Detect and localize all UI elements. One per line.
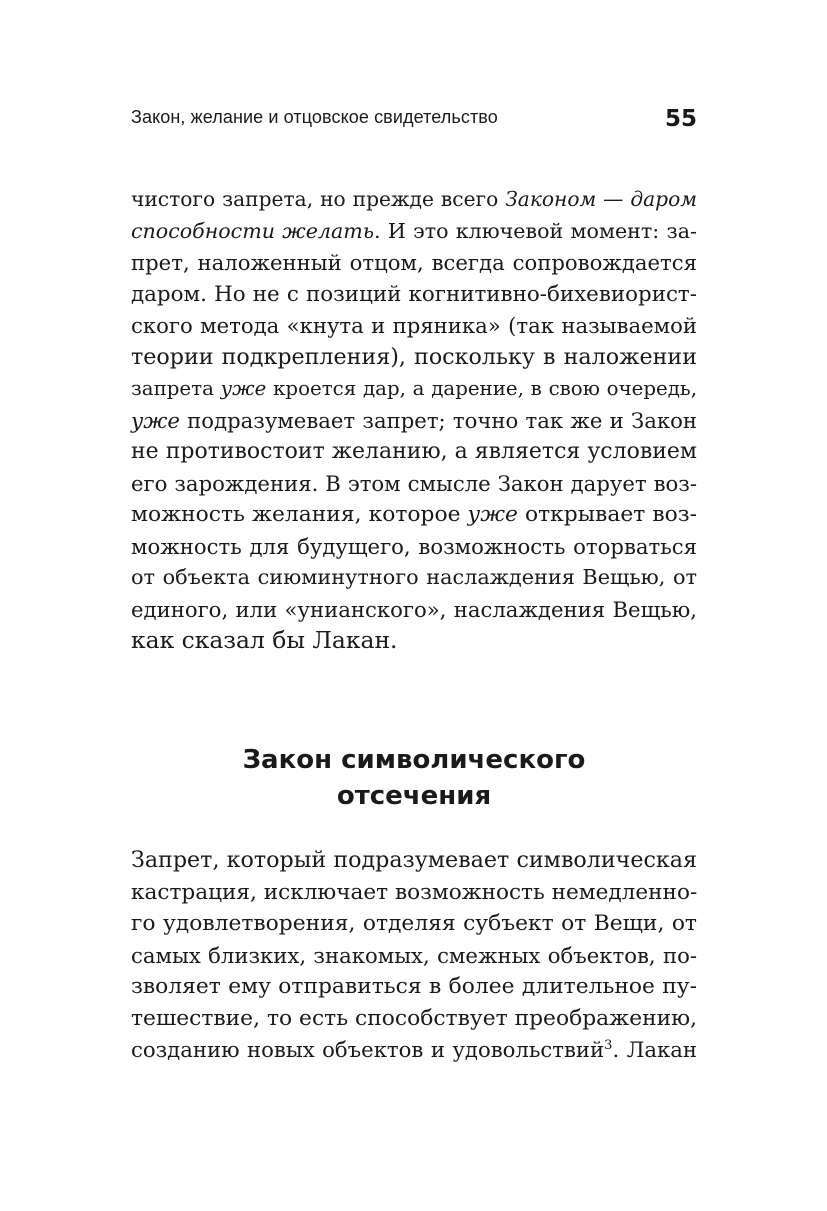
text-line bbox=[131, 216, 697, 248]
italic-run: Законом — даром bbox=[505, 187, 697, 211]
text-line: зволяет ему отправиться в более длительное пу- bbox=[131, 974, 697, 999]
text-line: Запрет, который подразумевает символическая bbox=[131, 847, 697, 873]
body-paragraph-2 bbox=[131, 845, 697, 1066]
text-line: от объекта сиюминутного наслаждения Вещью, от bbox=[131, 565, 697, 589]
text-line: единого, или «унианского», наслаждения Вещью, bbox=[131, 596, 697, 622]
text-line: не противостоит желанию, а является условием bbox=[131, 439, 697, 464]
text-run: можность желания, которое bbox=[131, 502, 468, 527]
text-line: как сказал бы Лакан. bbox=[131, 626, 398, 654]
text-line bbox=[131, 499, 697, 531]
text-line: теории подкрепления), поскольку в наложении bbox=[131, 343, 697, 370]
section-heading bbox=[131, 742, 697, 814]
text-line: даром. Но не с позиций когнитивно-бихевиорист- bbox=[131, 281, 697, 307]
text-line: самых близких, знакомых, смежных объектов, по- bbox=[131, 942, 697, 968]
text-run: чистого запрета, но прежде всего bbox=[131, 187, 506, 211]
body-paragraph-1 bbox=[131, 184, 697, 657]
text-line: его зарождения. В этом смысле Закон дарует воз- bbox=[131, 470, 697, 496]
text-run: запрета bbox=[131, 377, 221, 400]
text-run: открывает воз- bbox=[517, 502, 697, 527]
text-run: . Лакан bbox=[612, 1037, 697, 1062]
text-line: тешествие, то есть способствует преображению, bbox=[131, 1005, 698, 1031]
page-number: 55 bbox=[664, 106, 697, 132]
text-line: можность для будущего, возможность оторваться bbox=[131, 533, 697, 559]
text-line: прет, наложенный отцом, всегда сопровождается bbox=[131, 250, 697, 275]
section-heading-line: отсечения bbox=[336, 781, 492, 811]
text-run: кроется дар, а дарение, в свою очередь, bbox=[266, 377, 697, 400]
text-line bbox=[131, 1034, 697, 1066]
text-line bbox=[131, 405, 697, 437]
text-line bbox=[131, 373, 697, 405]
text-run: подразумевает запрет; точно так же и Закон bbox=[179, 407, 697, 433]
footnote-marker[interactable]: 3 bbox=[604, 1037, 613, 1053]
text-line: го удовлетворения, отделяя субъект от Вещи, от bbox=[131, 911, 697, 936]
italic-run: способности желать bbox=[131, 218, 375, 243]
text-run: созданию новых объектов и удовольствий bbox=[131, 1037, 605, 1062]
italic-run: уже bbox=[131, 407, 180, 433]
text-run: . И это ключевой момент: за- bbox=[374, 218, 697, 243]
text-line bbox=[131, 184, 697, 216]
section-heading-line: Закон символического bbox=[242, 745, 586, 775]
running-head-title: Закон, желание и отцовское свидетельство bbox=[131, 107, 498, 127]
text-line: ского метода «кнута и пряника» (так называемой bbox=[131, 313, 697, 338]
italic-run: уже bbox=[467, 502, 518, 527]
text-line: кастрация, исключает возможность немедленно- bbox=[131, 879, 698, 905]
italic-run: уже bbox=[220, 377, 267, 400]
